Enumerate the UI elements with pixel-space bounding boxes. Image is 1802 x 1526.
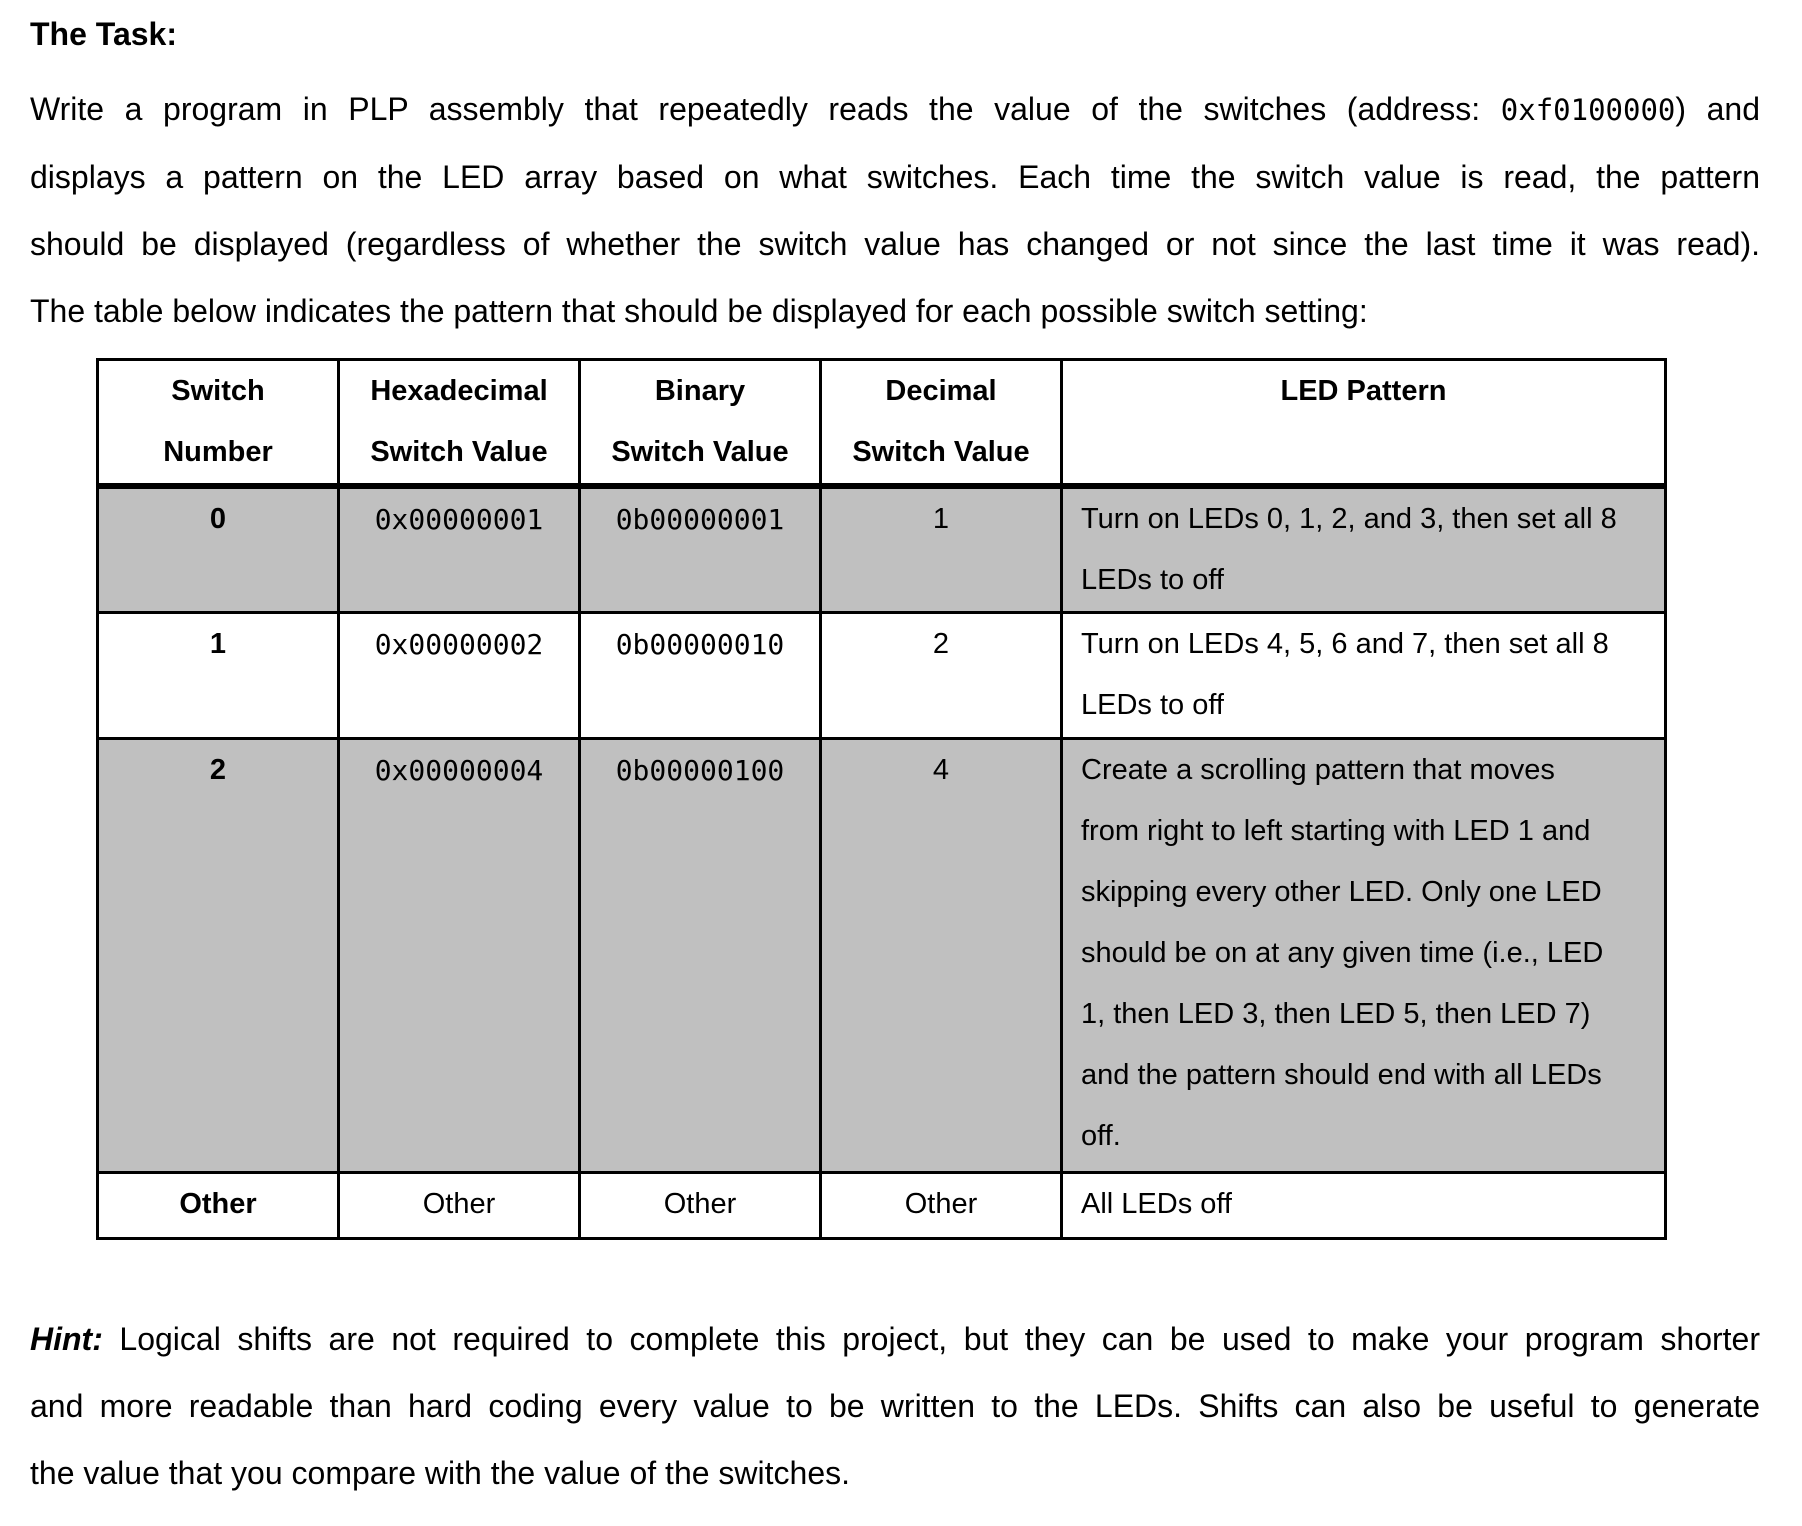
header-switch-number	[98, 360, 339, 487]
cell-switch-number: 1	[98, 613, 339, 739]
cell-binary-value	[580, 486, 821, 613]
cell-switch-number: Other	[98, 1173, 339, 1239]
hint-line-2: and more readable than hard coding every value to be written to the LEDs. Shifts can also be useful to generate	[30, 1388, 1760, 1424]
header-binary-value	[580, 360, 821, 487]
led-pattern-line: should be on at any given time (i.e., LED	[1081, 937, 1604, 969]
header-binary-line-1: Binary	[654, 375, 746, 407]
led-pattern-line: Create a scrolling pattern that moves	[1081, 754, 1555, 786]
intro-line-4: The table below indicates the pattern that should be displayed for each possible switch setting:	[30, 293, 1368, 329]
task-description	[30, 76, 1760, 345]
cell-switch-number: 0	[98, 486, 339, 613]
switch-pattern-table	[96, 358, 1667, 1240]
cell-hex-value	[339, 613, 580, 739]
task-heading: The Task:	[30, 16, 177, 52]
table-row	[98, 739, 1666, 1173]
table-row	[98, 486, 1666, 613]
hex-value-text: 0x00000002	[374, 628, 544, 661]
cell-decimal-value: 4	[821, 739, 1062, 1173]
intro-line-2: displays a pattern on the LED array based on what switches. Each time the switch value is read, the pattern	[30, 159, 1760, 195]
led-pattern-line: off.	[1081, 1120, 1121, 1152]
hint-line-1	[30, 1306, 1760, 1373]
led-pattern-line: 1, then LED 3, then LED 5, then LED 7)	[1081, 998, 1591, 1030]
header-decimal-value	[821, 360, 1062, 487]
led-pattern-line: LEDs to off	[1081, 564, 1224, 596]
header-hex-value	[339, 360, 580, 487]
cell-decimal-value: Other	[821, 1173, 1062, 1239]
header-hex-line-2: Switch Value	[370, 436, 548, 468]
cell-led-pattern	[1062, 613, 1666, 739]
cell-led-pattern	[1062, 486, 1666, 613]
cell-hex-value	[339, 486, 580, 613]
cell-binary-value: Other	[580, 1173, 821, 1239]
led-pattern-line: Turn on LEDs 0, 1, 2, and 3, then set all 8	[1081, 503, 1617, 535]
cell-hex-value: Other	[339, 1173, 580, 1239]
cell-decimal-value: 2	[821, 613, 1062, 739]
hint-paragraph	[30, 1306, 1760, 1507]
header-led-line-1: LED Pattern	[1280, 375, 1447, 407]
led-pattern-line: All LEDs off	[1081, 1188, 1232, 1220]
hint-line-1-text: Logical shifts are not required to complete this project, but they can be used to make your program shorter	[102, 1321, 1760, 1357]
hex-value-text: 0x00000001	[374, 503, 544, 536]
header-binary-line-2: Switch Value	[611, 436, 789, 468]
header-led-pattern	[1062, 360, 1666, 487]
intro-line-3: should be displayed (regardless of whether the switch value has changed or not since the last time it was read).	[30, 226, 1760, 262]
intro-line-1	[30, 76, 1760, 144]
header-decimal-line-1: Decimal	[885, 375, 997, 407]
cell-led-pattern	[1062, 1173, 1666, 1239]
led-pattern-line: from right to left starting with LED 1 and	[1081, 815, 1591, 847]
cell-binary-value	[580, 739, 821, 1173]
hint-line-3: the value that you compare with the value of the switches.	[30, 1455, 851, 1491]
intro-line-1-text-b: ) and	[1675, 91, 1761, 127]
led-pattern-line: Turn on LEDs 4, 5, 6 and 7, then set all 8	[1081, 628, 1609, 660]
intro-line-1-text-a: Write a program in PLP assembly that repeatedly reads the value of the switches (address:	[30, 91, 1501, 127]
header-decimal-line-2: Switch Value	[852, 436, 1030, 468]
binary-value-text: 0b00000010	[615, 628, 785, 661]
hint-label: Hint:	[30, 1321, 103, 1357]
table-row	[98, 1173, 1666, 1239]
cell-binary-value	[580, 613, 821, 739]
header-hex-line-1: Hexadecimal	[370, 375, 548, 407]
cell-switch-number: 2	[98, 739, 339, 1173]
cell-led-pattern	[1062, 739, 1666, 1173]
binary-value-text: 0b00000100	[615, 754, 785, 787]
led-pattern-line: and the pattern should end with all LEDs	[1081, 1059, 1602, 1091]
cell-hex-value	[339, 739, 580, 1173]
table-header-row	[98, 360, 1666, 487]
hex-value-text: 0x00000004	[374, 754, 544, 787]
led-pattern-line: skipping every other LED. Only one LED	[1081, 876, 1602, 908]
binary-value-text: 0b00000001	[615, 503, 785, 536]
header-switch-line-2: Number	[163, 436, 273, 468]
header-switch-line-1: Switch	[171, 375, 265, 407]
led-pattern-line: LEDs to off	[1081, 689, 1224, 721]
switch-address: 0xf0100000	[1500, 93, 1676, 127]
table-row	[98, 613, 1666, 739]
cell-decimal-value: 1	[821, 486, 1062, 613]
